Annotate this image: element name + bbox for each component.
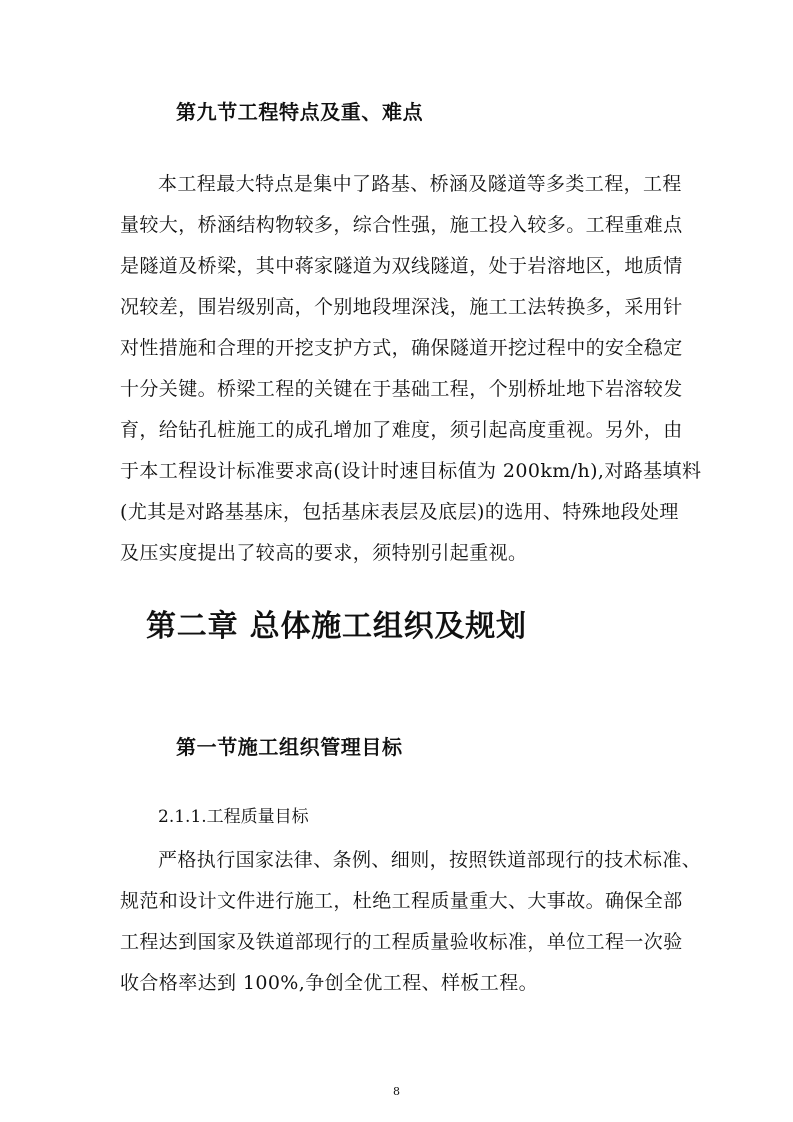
paragraph-line: 对性措施和合理的开挖支护方式，确保隧道开挖过程中的安全稳定 — [120, 337, 683, 359]
paragraph-line: 规范和设计文件进行施工，杜绝工程质量重大、大事故。确保全部 — [120, 890, 683, 912]
chapter-two-title: 第二章 总体施工组织及规划 — [146, 609, 527, 644]
paragraph-line: 十分关键。桥梁工程的关键在于基础工程，个别桥址地下岩溶较发 — [120, 378, 683, 400]
paragraph-line: (尤其是对路基基床，包括基床表层及底层)的选用、特殊地段处理 — [120, 501, 679, 523]
section-nine-title: 第九节工程特点及重、难点 — [176, 100, 424, 124]
paragraph-line: 收合格率达到 100%,争创全优工程、样板工程。 — [120, 972, 538, 994]
section-one-title: 第一节施工组织管理目标 — [176, 735, 403, 759]
paragraph-line: 工程达到国家及铁道部现行的工程质量验收标准，单位工程一次验 — [120, 931, 683, 953]
paragraph-line: 严格执行国家法律、条例、细则，按照铁道部现行的技术标准、 — [158, 849, 702, 871]
paragraph-line: 及压实度提出了较高的要求，须特别引起重视。 — [120, 542, 528, 564]
page-number: 8 — [393, 1085, 400, 1098]
paragraph-line: 量较大，桥涵结构物较多，综合性强，施工投入较多。工程重难点 — [120, 214, 683, 236]
paragraph-line: 育，给钻孔桩施工的成孔增加了难度，须引起高度重视。另外，由 — [120, 419, 683, 441]
paragraph-line: 况较差，围岩级别高，个别地段埋深浅，施工工法转换多，采用针 — [120, 296, 683, 318]
paragraph-line: 于本工程设计标准要求高(设计时速目标值为 200km/h),对路基填料 — [120, 460, 702, 482]
paragraph-line: 本工程最大特点是集中了路基、桥涵及隧道等多类工程，工程 — [158, 173, 682, 195]
quality-target-heading: 2.1.1.工程质量目标 — [158, 807, 309, 827]
paragraph-line: 是隧道及桥梁，其中蒋家隧道为双线隧道，处于岩溶地区，地质情 — [120, 255, 683, 277]
